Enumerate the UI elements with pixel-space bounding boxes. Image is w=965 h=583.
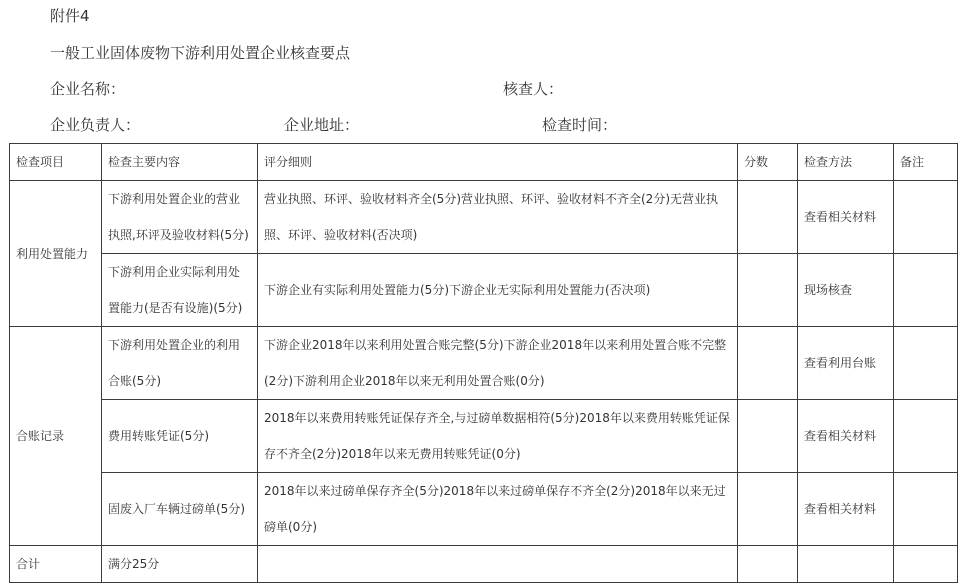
check-content-cell: 下游利用企业实际利用处置能力(是否有设施)(5分) xyxy=(102,254,258,327)
inspection-table xyxy=(9,143,958,583)
score-cell[interactable] xyxy=(738,181,798,254)
score-cell[interactable] xyxy=(738,254,798,327)
method-cell xyxy=(798,546,894,583)
note-cell[interactable] xyxy=(894,327,958,400)
criteria-cell: 下游企业2018年以来利用处置合账完整(5分)下游企业2018年以来利用处置合账不完整(2分)下游利用企业2018年以来无利用处置合账(0分) xyxy=(258,327,738,400)
table-row xyxy=(10,473,958,546)
method-cell: 查看相关材料 xyxy=(798,181,894,254)
note-cell[interactable] xyxy=(894,254,958,327)
score-cell[interactable] xyxy=(738,327,798,400)
total-row xyxy=(10,546,958,583)
method-cell: 查看相关材料 xyxy=(798,400,894,473)
note-cell[interactable] xyxy=(894,546,958,583)
column-header-method: 检查方法 xyxy=(798,144,894,181)
criteria-cell: 2018年以来费用转账凭证保存齐全,与过磅单数据相符(5分)2018年以来费用转账凭证保存不齐全(2分)2018年以来无费用转账凭证(0分) xyxy=(258,400,738,473)
score-cell[interactable] xyxy=(738,473,798,546)
responsible-person-label: 企业负责人： xyxy=(50,116,141,134)
table-header-row xyxy=(10,144,958,181)
table-row xyxy=(10,327,958,400)
inspector-label: 核查人： xyxy=(503,80,564,98)
method-cell: 查看相关材料 xyxy=(798,473,894,546)
column-header-note: 备注 xyxy=(894,144,958,181)
column-header-score: 分数 xyxy=(738,144,798,181)
column-header-content: 检查主要内容 xyxy=(102,144,258,181)
check-item-cell: 合账记录 xyxy=(10,327,102,546)
check-content-cell: 下游利用处置企业的利用合账(5分) xyxy=(102,327,258,400)
inspection-time-label: 检查时间： xyxy=(542,116,618,134)
column-header-item: 检查项目 xyxy=(10,144,102,181)
criteria-cell: 2018年以来过磅单保存齐全(5分)2018年以来过磅单保存不齐全(2分)2018年以来无过磅单(0分) xyxy=(258,473,738,546)
table-row xyxy=(10,254,958,327)
check-item-cell: 利用处置能力 xyxy=(10,181,102,327)
document-title: 一般工业固体废物下游利用处置企业核查要点 xyxy=(50,44,351,62)
check-content-cell: 下游利用处置企业的营业执照,环评及验收材料(5分) xyxy=(102,181,258,254)
criteria-cell xyxy=(258,546,738,583)
total-content-cell: 满分25分 xyxy=(102,546,258,583)
criteria-cell: 营业执照、环评、验收材料齐全(5分)营业执照、环评、验收材料不齐全(2分)无营业执照、环评、验收材料(否决项) xyxy=(258,181,738,254)
attachment-label: 附件4 xyxy=(50,7,90,25)
table-row xyxy=(10,181,958,254)
criteria-cell: 下游企业有实际利用处置能力(5分)下游企业无实际利用处置能力(否决项) xyxy=(258,254,738,327)
method-cell: 查看利用台账 xyxy=(798,327,894,400)
column-header-criteria: 评分细则 xyxy=(258,144,738,181)
note-cell[interactable] xyxy=(894,473,958,546)
note-cell[interactable] xyxy=(894,400,958,473)
company-name-label: 企业名称： xyxy=(50,80,126,98)
score-cell[interactable] xyxy=(738,546,798,583)
check-content-cell: 费用转账凭证(5分) xyxy=(102,400,258,473)
table-row xyxy=(10,400,958,473)
company-address-label: 企业地址： xyxy=(284,116,360,134)
total-label-cell: 合计 xyxy=(10,546,102,583)
note-cell[interactable] xyxy=(894,181,958,254)
method-cell: 现场核查 xyxy=(798,254,894,327)
score-cell[interactable] xyxy=(738,400,798,473)
check-content-cell: 固废入厂车辆过磅单(5分) xyxy=(102,473,258,546)
